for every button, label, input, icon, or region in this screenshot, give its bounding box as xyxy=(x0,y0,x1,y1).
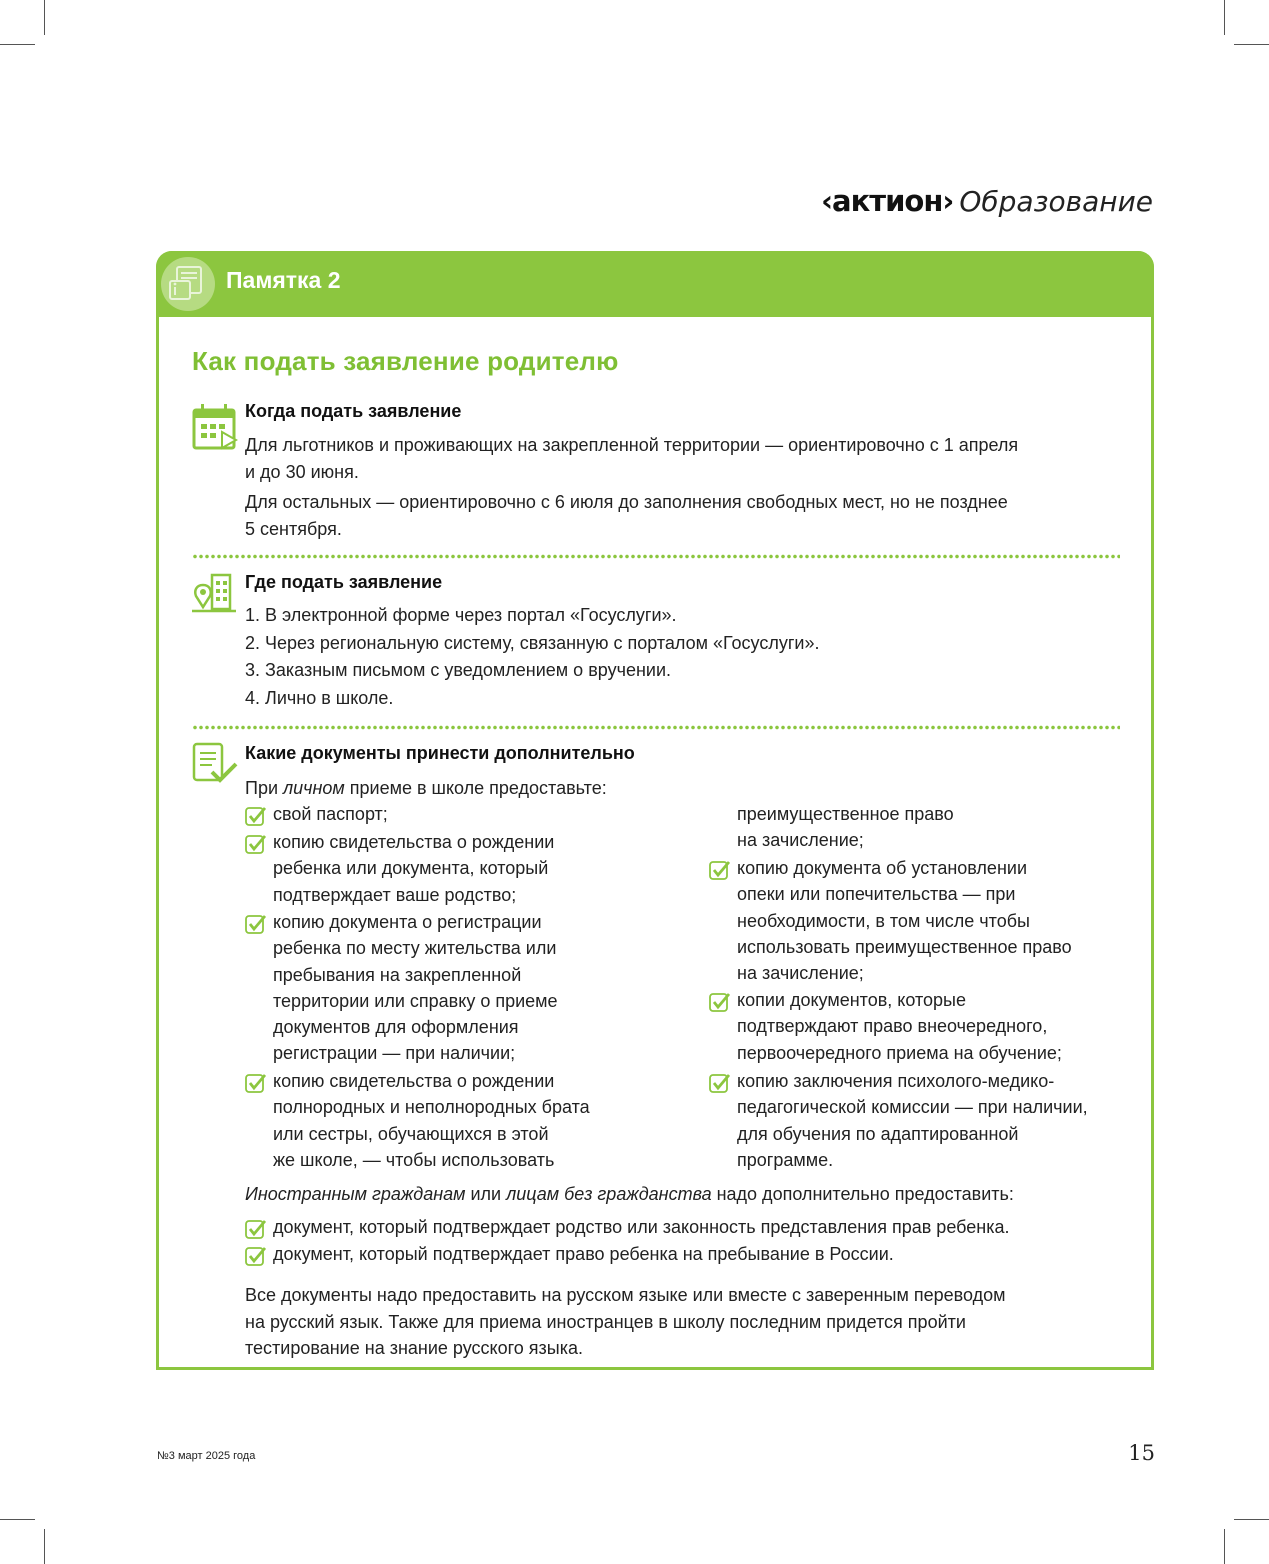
doc-item-line: подтверждают право внеочередного, xyxy=(737,1016,1048,1037)
doc-item-line: копию свидетельства о рождении xyxy=(273,832,555,852)
crop-mark xyxy=(1234,44,1269,45)
page-title: Как подать заявление родителю xyxy=(192,346,619,376)
when-text: Для льготников и проживающих на закрепленной территории — ориентировочно с 1 апреля xyxy=(245,435,1019,455)
section-title-where: Где подать заявление xyxy=(245,572,443,592)
doc-item-line: копии документов, которые xyxy=(737,990,966,1010)
foreign-intro xyxy=(245,1181,1014,1208)
doc-item-line: документов для оформления xyxy=(273,1017,519,1038)
doc-item-line: педагогической комиссии — при наличии, xyxy=(737,1097,1088,1118)
dotted-divider xyxy=(192,725,1120,730)
memo-number: Памятка 2 xyxy=(226,267,341,293)
doc-item-line: пребывания на закрепленной xyxy=(273,964,522,985)
doc-item-line: или сестры, обучающихся в этой xyxy=(273,1123,549,1144)
doc-item-line: на зачисление; xyxy=(737,963,864,984)
final-note: тестирование на знание русского языка. xyxy=(245,1338,584,1358)
docs-intro xyxy=(245,775,607,802)
checkbox-icon xyxy=(245,913,267,935)
foreign-mid: или xyxy=(465,1184,507,1204)
doc-item-line: свой паспорт; xyxy=(273,804,388,824)
doc-item-line: же школе, — чтобы использовать xyxy=(273,1149,555,1170)
checkbox-icon xyxy=(709,1072,731,1094)
doc-item xyxy=(737,855,1072,986)
docs-intro-pre: При xyxy=(245,778,284,798)
doc-item xyxy=(737,987,1062,1066)
checkbox-icon xyxy=(245,1218,267,1240)
brand-logo: ‹актион› xyxy=(821,184,954,218)
doc-item-line: первоочередного приема на обучение; xyxy=(737,1042,1062,1063)
doc-item-line: использовать преимущественное право xyxy=(737,936,1072,957)
crop-mark xyxy=(0,1519,35,1520)
doc-item-line: регистрации — при наличии; xyxy=(273,1043,516,1064)
crop-mark xyxy=(1224,0,1225,35)
doc-item-line: копию заключения психолого-медико- xyxy=(737,1071,1055,1091)
checkbox-icon xyxy=(245,833,267,855)
list-item: 1. В электронной форме через портал «Госуслуги». xyxy=(245,605,677,625)
issue-info: №3 март 2025 года xyxy=(157,1450,256,1462)
foreign-emphasis-1: Иностранным гражданам xyxy=(245,1184,466,1204)
docs-intro-emphasis: личном xyxy=(283,778,345,798)
document-check-icon xyxy=(192,742,238,793)
when-text: Для остальных — ориентировочно с 6 июля до заполнения свободных мест, но не позднее xyxy=(245,492,1008,512)
doc-item xyxy=(273,801,388,827)
doc-item-line: ребенка по месту жительства или xyxy=(273,938,557,959)
list-item: 4. Лично в школе. xyxy=(245,688,394,708)
when-text: 5 сентября. xyxy=(245,519,342,539)
final-note: на русский язык. Также для приема иностранцев в школу последним придется пройти xyxy=(245,1312,966,1332)
section-title-when: Когда подать заявление xyxy=(245,401,462,421)
checkbox-icon xyxy=(245,1245,267,1267)
doc-item: документ, который подтверждает родство или законность представления прав ребенка. xyxy=(273,1217,1010,1237)
doc-item-line: преимущественное право xyxy=(737,804,954,824)
brand-subtitle: Образование xyxy=(959,185,1153,218)
doc-item xyxy=(273,829,554,908)
section-title-docs: Какие документы принести дополнительно xyxy=(245,743,635,763)
list-item: 3. Заказным письмом с уведомлением о вручении. xyxy=(245,660,672,680)
dotted-divider xyxy=(192,554,1120,559)
crop-mark xyxy=(44,1529,45,1564)
checkbox-icon xyxy=(709,859,731,881)
crop-mark xyxy=(0,44,35,45)
foreign-emphasis-2: лицам без гражданства xyxy=(506,1184,712,1204)
checkbox-icon xyxy=(709,991,731,1013)
memo-header xyxy=(156,251,1154,317)
final-note: Все документы надо предоставить на русском языке или вместе с заверенным переводом xyxy=(245,1285,1006,1305)
crop-mark xyxy=(1224,1529,1225,1564)
doc-item: документ, который подтверждает право ребенка на пребывание в России. xyxy=(273,1244,894,1264)
calendar-icon xyxy=(192,402,238,457)
foreign-post: надо дополнительно предоставить: xyxy=(711,1184,1014,1204)
checkbox-icon xyxy=(245,805,267,827)
doc-item-line: копию документа об установлении xyxy=(737,858,1027,878)
doc-item xyxy=(273,909,558,1067)
doc-item-line: опеки или попечительства — при xyxy=(737,884,1016,905)
list-item: 2. Через региональную систему, связанную с порталом «Госуслуги». xyxy=(245,633,820,653)
location-building-icon xyxy=(192,571,238,620)
when-text: и до 30 июня. xyxy=(245,462,359,482)
crop-mark xyxy=(44,0,45,35)
crop-mark xyxy=(1234,1519,1269,1520)
doc-item-line: необходимости, в том числе чтобы xyxy=(737,910,1030,931)
doc-item xyxy=(273,1068,590,1173)
doc-item-line: на зачисление; xyxy=(737,830,864,851)
brand-header xyxy=(821,184,1153,224)
doc-item-line: копию документа о регистрации xyxy=(273,912,542,932)
docs-intro-post: приеме в школе предоставьте: xyxy=(344,778,607,798)
doc-item xyxy=(737,1068,1088,1173)
page-number: 15 xyxy=(1128,1441,1155,1465)
doc-item-line: программе. xyxy=(737,1149,834,1170)
doc-item-line: копию свидетельства о рождении xyxy=(273,1071,555,1091)
doc-item-line: подтверждает ваше родство; xyxy=(273,884,517,905)
doc-item-line: для обучения по адаптированной xyxy=(737,1123,1019,1144)
checkbox-icon xyxy=(245,1072,267,1094)
document-stack-icon xyxy=(161,257,215,311)
doc-item-continued xyxy=(737,801,954,854)
doc-item-line: ребенка или документа, который xyxy=(273,858,549,879)
doc-item-line: территории или справку о приеме xyxy=(273,990,558,1011)
doc-item-line: полнородных и неполнородных брата xyxy=(273,1097,590,1118)
